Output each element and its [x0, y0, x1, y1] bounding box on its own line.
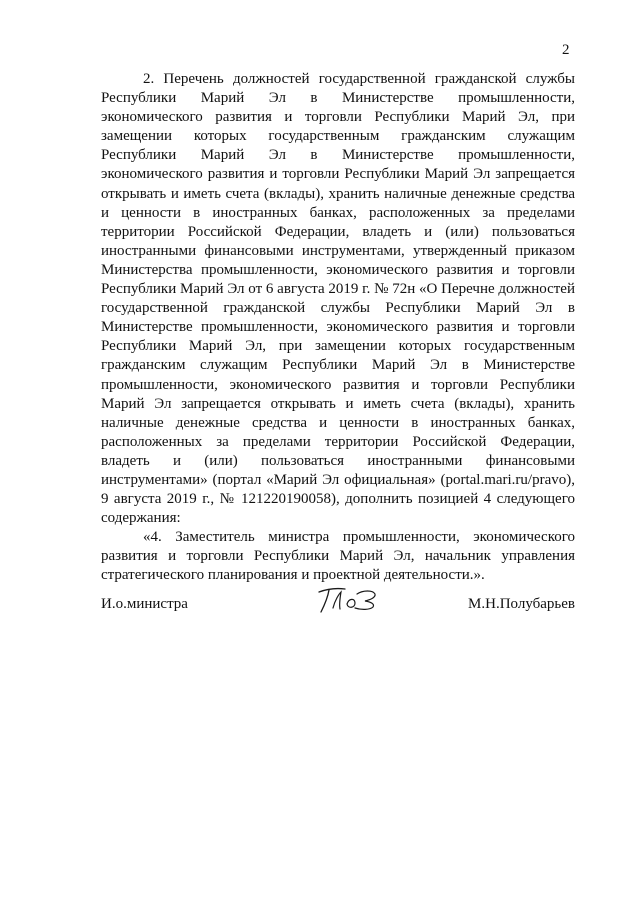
signature-block	[101, 596, 575, 620]
paragraph-amendment: 2. Перечень должностей государственной гражданской службы Республики Марий Эл в Министерстве промышленности, экономического развития и торговли Республики Марий Эл, при замещении которых государственным гражданским служащим Республики Марий Эл в Министерстве промышленности, экономического развития и торговли Республики Марий Эл запрещается открывать и иметь счета (вклады), хранить наличные денежные средства и ценности в иностранных банках, расположенных за пределами территории Российской Федерации, владеть и (или) пользоваться иностранными финансовыми инструментами, утвержденный приказом Министерства промышленности, экономического развития и торговли Республики Марий Эл от 6 августа 2019 г. № 72н «О Перечне должностей государственной гражданской службы Республики Марий Эл в Министерстве промышленности, экономического развития и торговли Республики Марий Эл, при замещении которых государственным гражданским служащим Республики Марий Эл в Министерстве промышленности, экономического развития и торговли Республики Марий Эл запрещается открывать и иметь счета (вклады), хранить наличные денежные средства и ценности в иностранных банках, расположенных за пределами территории Российской Федерации, владеть и (или) пользоваться иностранными финансовыми инструментами» (портал «Марий Эл официальная» (portal.mari.ru/pravo), 9 августа 2019 г., № 121220190058), дополнить позицией 4 следующего содержания:	[101, 71, 575, 527]
handwritten-signature	[313, 582, 379, 616]
signatory-name: М.Н.Полубарьев	[468, 596, 575, 612]
document-body	[101, 70, 575, 586]
signatory-title: И.о.министра	[101, 596, 188, 612]
paragraph-new-position: «4. Заместитель министра промышленности, экономического развития и торговли Республики Марий Эл, начальник управления стратегического планирования и проектной деятельности.».	[101, 529, 575, 584]
page-number: 2	[562, 42, 570, 58]
